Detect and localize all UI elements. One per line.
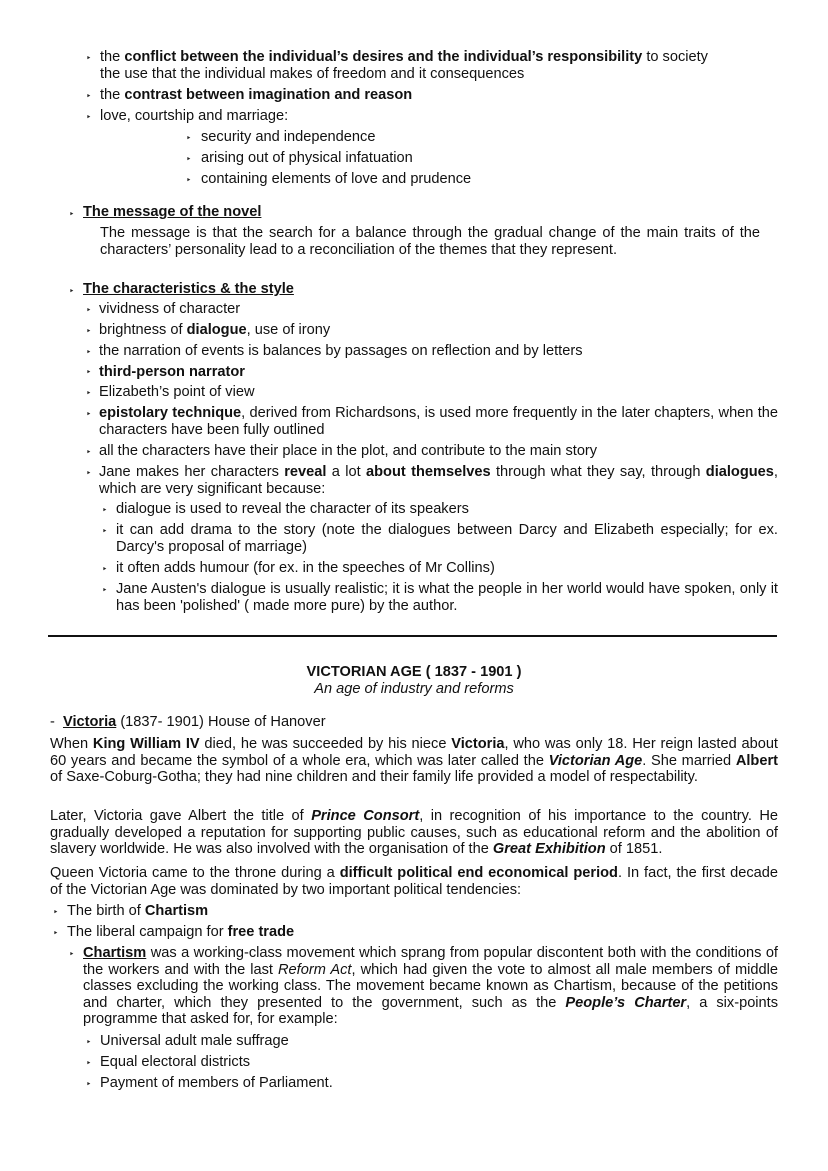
emphasized-text: dialogues [705, 464, 774, 480]
text-run: , which had given the vote to almost all male members of middle classes excluding the working class. The movement became known as Chartism, because of the petitions and charter, which they presented to the government, such as the [83, 961, 778, 1011]
text-run: , which are very significant because: [99, 464, 778, 497]
emphasized-text: third-person narrator [99, 364, 245, 380]
text-run: , who was only 18. Her reign lasted about 60 years and became the symbol of a whole era, which was later called the [50, 736, 778, 769]
text-run: Elizabeth’s point of view [99, 384, 255, 400]
style-item [99, 364, 245, 381]
text-run: . She married [642, 752, 736, 769]
text-run: , in recognition of his importance to the country. He gradually developed a reputation for supporting public causes, such as educational reform and the abolition of slavery worldwide. He was also involved with the organisation of the [50, 808, 779, 858]
text-run: the narration of events is balances by passages on reflection and by letters [99, 343, 583, 359]
text-run: The liberal campaign for [67, 924, 228, 940]
style-heading: The characteristics & the style [83, 281, 294, 297]
tendency-item [67, 924, 294, 941]
bullet-icon: ‣ [86, 53, 92, 63]
emphasized-text: Chartism [144, 903, 209, 919]
emphasized-text: contrast between imagination and reason [124, 87, 413, 103]
text-run: the use that the individual makes of freedom and it consequences [100, 66, 525, 82]
style-item [99, 464, 778, 497]
emphasized-text: Victoria [451, 736, 505, 752]
chartism-paragraph [83, 945, 778, 1028]
victorian-subtitle: An age of industry and reforms [314, 681, 514, 697]
theme-item-2 [100, 87, 412, 104]
emphasized-text: People’s Charter [565, 994, 687, 1011]
bullet-icon: ‣ [102, 585, 108, 595]
paragraph-throne [50, 865, 778, 898]
victorian-title: VICTORIAN AGE ( 1837 - 1901 ) [306, 664, 522, 680]
victoria-name: Victoria [62, 714, 117, 730]
charter-point: Equal electoral districts [100, 1054, 251, 1070]
text-run: a lot [326, 464, 367, 480]
bullet-icon: ‣ [86, 388, 92, 398]
theme-item-3 [100, 108, 288, 125]
text-run: to society [642, 49, 708, 65]
text-run: When [50, 736, 93, 752]
text-run: Jane makes her characters [99, 464, 285, 480]
charter-point: Universal adult male suffrage [100, 1033, 289, 1049]
dash-icon: - [50, 714, 55, 730]
theme-sub-item-3: containing elements of love and prudence [201, 171, 472, 187]
bullet-icon: ‣ [86, 409, 92, 419]
bullet-icon: ‣ [86, 447, 92, 457]
text-run: was a working-class movement which sprang from popular discontent both with the conditions of the workers and with the last [83, 945, 778, 978]
message-body: The message is that the search for a balance through the gradual change of the main traits of the characters’ personality lead to a reconciliation of the themes that they represent. [100, 225, 760, 258]
emphasized-text: Chartism [83, 945, 147, 961]
text-run: brightness of [99, 322, 187, 338]
text-run: Queen Victoria came to the throne during a [50, 865, 340, 881]
bullet-icon: ‣ [69, 286, 75, 296]
emphasized-text: free trade [227, 924, 295, 940]
style-item [99, 405, 778, 438]
bullet-icon: ‣ [86, 1079, 92, 1089]
emphasized-text: Victorian Age [548, 752, 643, 769]
text-run: the [100, 87, 125, 103]
charter-point: Payment of members of Parliament. [100, 1075, 333, 1091]
dialogue-reason: Jane Austen's dialogue is usually realistic; it is what the people in her world would have spoken, only it has been 'polished' ( made more pure) by the author. [116, 581, 778, 614]
theme-sub-item-1: security and independence [201, 129, 376, 145]
emphasized-text: Albert [735, 752, 778, 769]
bullet-icon: ‣ [86, 112, 92, 122]
bullet-icon: ‣ [186, 133, 192, 143]
bullet-icon: ‣ [86, 347, 92, 357]
bullet-icon: ‣ [86, 1037, 92, 1047]
text-run: all the characters have their place in the plot, and contribute to the main story [99, 443, 598, 459]
bullet-icon: ‣ [53, 928, 59, 938]
emphasized-text: Prince Consort [311, 808, 420, 824]
emphasized-text: difficult political end economical period [339, 865, 618, 881]
paragraph-william [50, 736, 778, 786]
style-item [99, 384, 255, 401]
text-run: Later, Victoria gave Albert the title of [50, 808, 312, 824]
emphasized-text: epistolary technique [99, 405, 242, 421]
victoria-line [50, 714, 326, 731]
bullet-icon: ‣ [186, 175, 192, 185]
text-run: of Saxe-Coburg-Gotha; they had nine children and their family life provided a model of respectability. [50, 769, 698, 786]
bullet-icon: ‣ [102, 505, 108, 515]
bullet-icon: ‣ [69, 949, 75, 959]
theme-sub-item-2: arising out of physical infatuation [201, 150, 413, 166]
bullet-icon: ‣ [53, 907, 59, 917]
bullet-icon: ‣ [86, 468, 92, 478]
dialogue-reason: it often adds humour (for ex. in the speeches of Mr Collins) [116, 560, 495, 576]
text-run: , use of irony [246, 322, 331, 338]
text-run: the [100, 49, 125, 65]
bullet-icon: ‣ [86, 305, 92, 315]
emphasized-text: about themselves [366, 464, 491, 480]
paragraph-albert [50, 808, 778, 858]
style-item [99, 322, 330, 339]
style-item [99, 301, 240, 318]
bullet-icon: ‣ [86, 367, 92, 377]
style-item [99, 343, 583, 360]
dialogue-reason: dialogue is used to reveal the character of its speakers [116, 501, 469, 517]
dialogue-reason: it can add drama to the story (note the dialogues between Darcy and Elizabeth especially; for ex. Darcy's proposal of marriage) [116, 522, 778, 555]
emphasized-text: dialogue [186, 322, 247, 338]
victoria-detail: (1837- 1901) House of Hanover [116, 714, 326, 730]
emphasized-text: King William IV [92, 736, 200, 752]
emphasized-text: reveal [284, 464, 327, 480]
text-run: , a six-points programme that asked for, for example: [83, 994, 779, 1028]
style-item [99, 443, 597, 460]
bullet-icon: ‣ [86, 91, 92, 101]
theme-item-1-line-1 [100, 49, 708, 66]
text-run: through what they say, through [490, 464, 706, 480]
bullet-icon: ‣ [186, 154, 192, 164]
text-run: love, courtship and marriage: [100, 108, 289, 124]
text-run: vividness of character [99, 301, 241, 317]
emphasized-text: Reform Act [278, 961, 352, 978]
bullet-icon: ‣ [86, 326, 92, 336]
message-heading: The message of the novel [83, 204, 262, 220]
text-run: of 1851. [605, 841, 663, 858]
bullet-icon: ‣ [86, 1058, 92, 1068]
bullet-icon: ‣ [102, 526, 108, 536]
bullet-icon: ‣ [69, 209, 75, 219]
theme-item-1-line-2 [100, 66, 524, 83]
emphasized-text: Great Exhibition [492, 841, 606, 858]
text-run: , derived from Richardsons, is used more frequently in the later chapters, when the characters have been fully outlined [99, 405, 778, 438]
text-run: . In fact, the first decade of the Victorian Age was dominated by two important political tendencies: [50, 865, 778, 898]
section-divider [48, 635, 777, 637]
emphasized-text: conflict between the individual’s desires and the individual’s responsibility [124, 49, 643, 65]
bullet-icon: ‣ [102, 564, 108, 574]
tendency-item [67, 903, 208, 920]
text-run: died, he was succeeded by his niece [199, 736, 452, 752]
text-run: The birth of [67, 903, 145, 919]
